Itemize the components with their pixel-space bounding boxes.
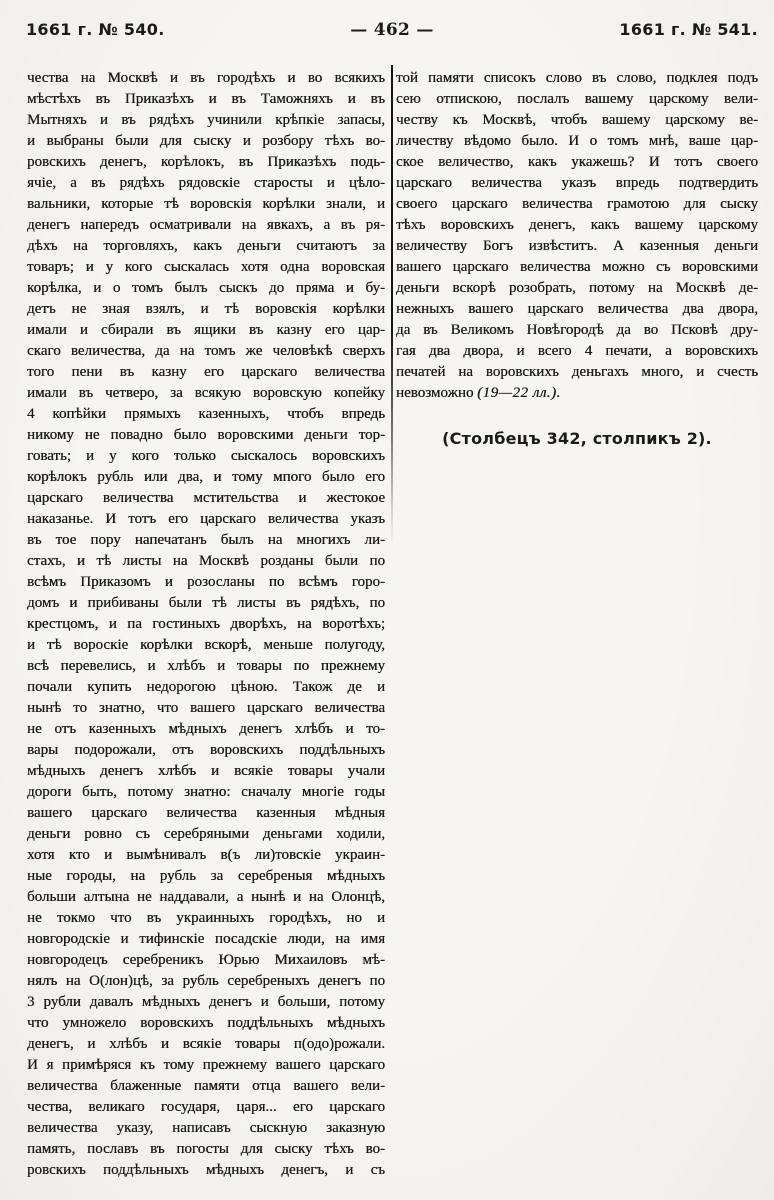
folio-reference: (19—22 лл.). (477, 385, 561, 401)
text-line: нежныхъ вашего царскаго величества два двора, (396, 301, 758, 317)
text-line: мѣстѣхъ въ Приказѣхъ и въ Таможняхъ и въ (27, 91, 385, 107)
text-line: сею отпискою, послалъ вашему царскому вели- (396, 91, 758, 107)
text-line: что умножело воровскихъ поддѣльныхъ мѣдныхъ (27, 1015, 385, 1031)
column-divider-rule (391, 65, 393, 545)
text-line: царскаго величества мстительства и жестокое (27, 490, 385, 506)
text-line: ячіе, а въ рядѣхъ рядовскіе старосты и цѣло- (27, 175, 385, 191)
text-line: своего царскаго величества грамотою для сыску (396, 196, 758, 212)
text-line: наказанье. И тотъ его царскаго величества указъ (27, 511, 385, 527)
text-line: 4 копѣйки прямыхъ казенныхъ, чтобъ впредь (27, 406, 385, 422)
text-line: крестцомъ, и па гостиныхъ дворѣхъ, на воротѣхъ; (27, 616, 385, 632)
text-line: тѣхъ воровскихъ денегъ, какъ вашему царскому (396, 217, 758, 233)
text-line: имали въ четверо, за всякую воровскую копейку (27, 385, 385, 401)
text-line: 3 рубли давалъ мѣдныхъ денегъ и больши, потому (27, 994, 385, 1010)
text-line: величества указу, написавъ сыскную заказную (27, 1120, 385, 1136)
text-line: И я примѣряся къ тому прежнему вашего царскаго (27, 1057, 385, 1073)
text-line: денегъ, и хлѣбъ и всякіе товары п(одо)рожали. (27, 1036, 385, 1052)
text-line: хотя кто и вымѣнивалъ в(ъ ли)товскіе украин- (27, 847, 385, 863)
text-line: ровскихъ денегъ, корѣлокъ, въ Приказѣхъ подь- (27, 154, 385, 170)
text-line: въ тое пору напечатанъ былъ на многихъ ли- (27, 532, 385, 548)
text-line: всѣ перевелись, и хлѣбъ и товары по прежнему (27, 658, 385, 674)
text-line: домъ и прибиваны были тѣ листы въ рядѣхъ, по (27, 595, 385, 611)
text-line: гая два двора, и всего 4 печати, а воровскихъ (396, 343, 758, 359)
text-line: честву къ Москвѣ, чтобъ вашему царскому ве- (396, 112, 758, 128)
text-line: вашего царскаго величества казенныя мѣдныя (27, 805, 385, 821)
text-line: новгородскіе и тифинскіе посадскіе люди, на имя (27, 931, 385, 947)
text-line: величества блаженные памяти отца вашего вели- (27, 1078, 385, 1094)
text-line: ровскихъ поддѣльныхъ мѣдныхъ денегъ, и съ (27, 1162, 385, 1178)
text-line: товаръ; и у кого сыскалась хотя одна воровская (27, 259, 385, 275)
text-line: никому не повадно было воровскими деньги тор- (27, 427, 385, 443)
page-number: — 462 — (350, 20, 434, 40)
text-line: вальники, которые тѣ воровскія корѣлки знали, и (27, 196, 385, 212)
text-line: вары подорожали, отъ воровскихъ поддѣльныхъ (27, 742, 385, 758)
text-line: чества, великаго государя, царя... его царскаго (27, 1099, 385, 1115)
text-line: не отъ казенныхъ мѣдныхъ денегъ хлѣбъ и то- (27, 721, 385, 737)
paragraph-last-line (396, 383, 758, 404)
last-line-text: невозможно (396, 385, 478, 401)
archival-source-colophon: (Столбецъ 342, столпикъ 2). (442, 429, 712, 448)
text-line: мѣдныхъ денегъ хлѣбъ и всякіе товары учали (27, 763, 385, 779)
text-line: денегъ напередъ осматривали на явкахъ, а въ ря- (27, 217, 385, 233)
text-line: и тѣ вороскіе корѣлки вскорѣ, меньше полугоду, (27, 637, 385, 653)
text-line: не токмо что въ украинныхъ городѣхъ, но и (27, 910, 385, 926)
text-line: почали купить недорогою цѣною. Також де и (27, 679, 385, 695)
text-line: личеству вѣдомо было. И о томъ мнѣ, ваше цар- (396, 133, 758, 149)
text-line: имали и сбирали въ ящики въ казну его цар- (27, 322, 385, 338)
text-line: больши алтына не наддавали, а нынѣ и на Олонцѣ, (27, 889, 385, 905)
text-line: корѣлокъ рубль или два, и тому мпого было его (27, 469, 385, 485)
header-document-number-right: 1661 г. № 541. (619, 20, 758, 39)
text-line: нялъ на О(лон)цѣ, за рубль серебреныхъ денегъ по (27, 973, 385, 989)
text-line: царскаго величества указъ впредь подтвердить (396, 175, 758, 191)
text-line: скаго величества, да на томъ же человѣкѣ сверхъ (27, 343, 385, 359)
text-line: всѣмъ Приказомъ и розосланы по всѣмъ горо- (27, 574, 385, 590)
page-header (26, 20, 758, 40)
text-line: вашего царскаго величества можно съ воровскими (396, 259, 758, 275)
text-line: деньги вскорѣ розобрать, потому на Москвѣ де- (396, 280, 758, 296)
text-line: Мытняхъ и въ рядѣхъ учинили крѣпкіе запасы, (27, 112, 385, 128)
text-line: деньги ровно съ серебряными деньгами ходили, (27, 826, 385, 842)
text-line: нынѣ то знатно, что вашего царскаго величества (27, 700, 385, 716)
text-line: ское величество, какъ укажешь? И тотъ своего (396, 154, 758, 170)
text-line: детъ не зная взялъ, и тѣ воровскія корѣлки (27, 301, 385, 317)
left-text-column (27, 68, 385, 1181)
text-line: стахъ, и тѣ листы на Москвѣ розданы были по (27, 553, 385, 569)
text-line: корѣлка, и о томъ былъ сыскъ до пряма и бу- (27, 280, 385, 296)
text-line: той памяти списокъ слово въ слово, подклея подъ (396, 70, 758, 86)
text-line: и выбраны были для сыску и розбору тѣхъ во- (27, 133, 385, 149)
text-line: величеству Богъ извѣститъ. А казенныя деньги (396, 238, 758, 254)
text-line: новгородецъ серебреникъ Юрью Михаиловъ мѣ- (27, 952, 385, 968)
text-line: дороги быть, потому знатно: сначалу многіе годы (27, 784, 385, 800)
header-document-number-left: 1661 г. № 540. (26, 20, 165, 39)
right-text-column (396, 68, 758, 448)
text-line: того пени въ казну его царскаго величества (27, 364, 385, 380)
text-line: дѣхъ на торговляхъ, какъ деньги считаютъ за (27, 238, 385, 254)
text-line: да въ Великомъ Новѣгородѣ да во Псковѣ дру- (396, 322, 758, 338)
text-line: печатей на воровскихъ деньгахъ много, и счесть (396, 364, 758, 380)
text-line: память, пославъ въ погосты для сыску тѣхъ во- (27, 1141, 385, 1157)
right-column-body (396, 68, 758, 383)
text-line: чества на Москвѣ и въ городѣхъ и во всякихъ (27, 70, 385, 86)
text-line: ные городы, на рубль за серебреныя мѣдныхъ (27, 868, 385, 884)
text-line: говать; и у кого только сыскалось воровскихъ (27, 448, 385, 464)
